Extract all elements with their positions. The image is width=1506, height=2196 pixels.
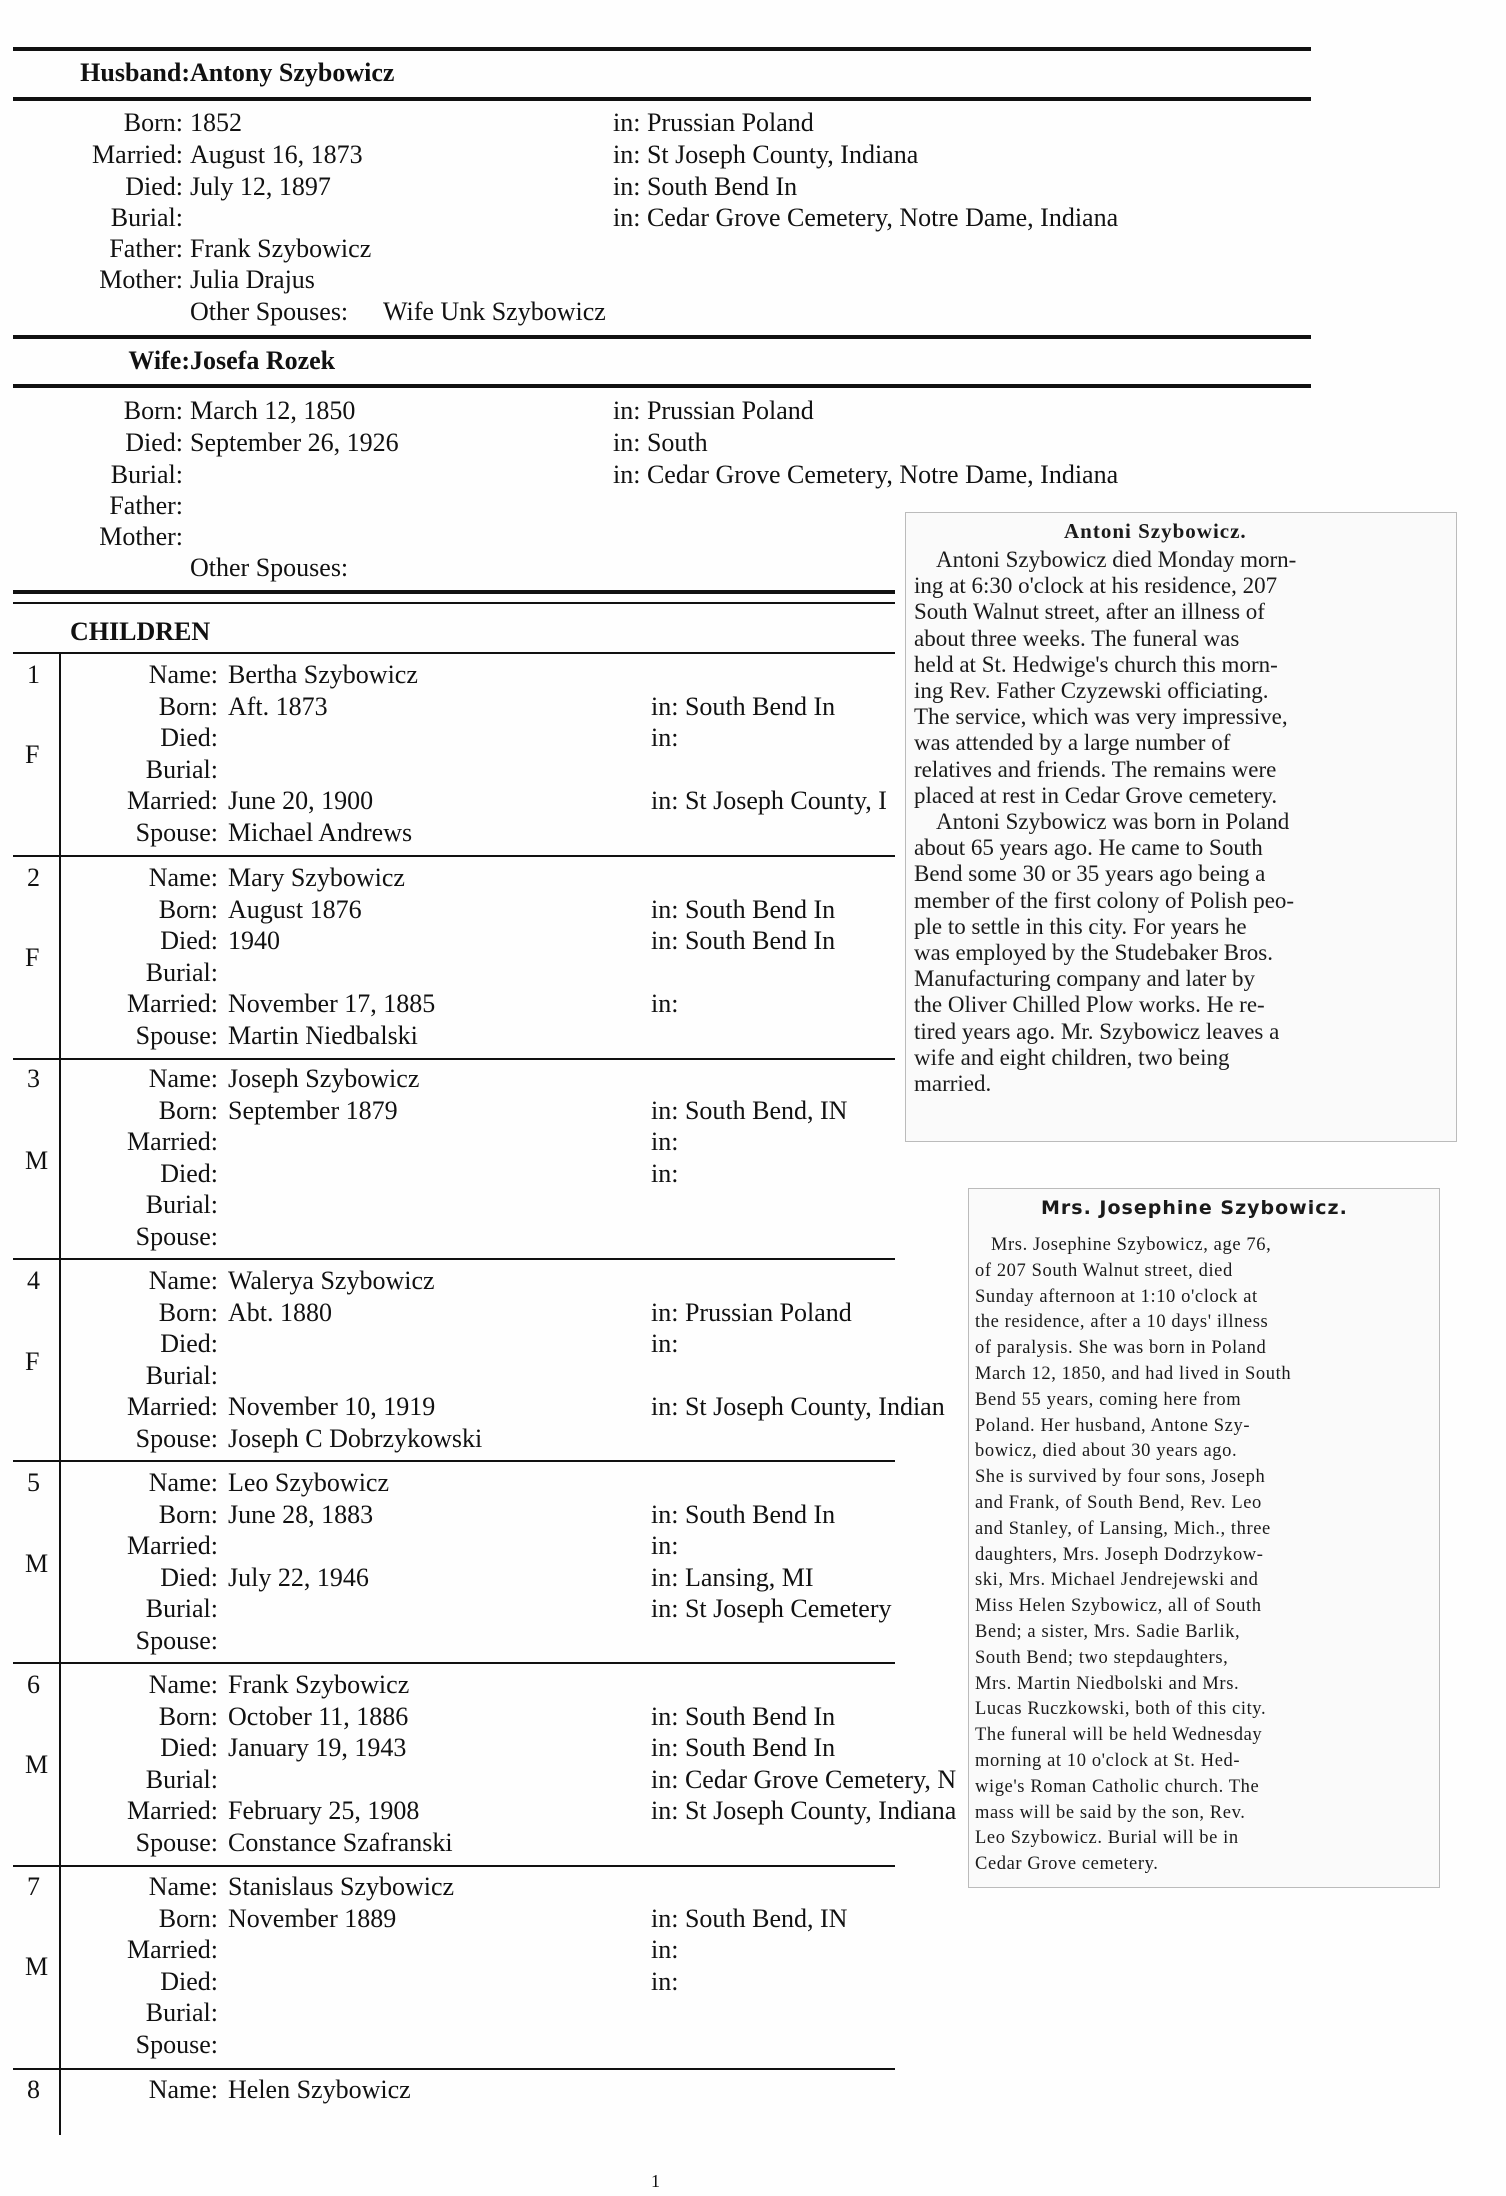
child-field-label: Born: [158, 1701, 218, 1731]
child-sex: F [25, 1347, 40, 1376]
child-field-label: Died: [160, 1733, 218, 1762]
clipping-line: placed at rest in Cedar Grove cemetery. [914, 782, 1278, 808]
clipping-line: Bend 55 years, coming here from [975, 1389, 1242, 1410]
child-field-value: Frank Szybowicz [228, 1670, 410, 1699]
wife-field-label: Mother: [99, 522, 183, 551]
child-field-label: Burial: [145, 957, 218, 987]
child-field-place: in: [651, 989, 679, 1018]
clipping-line: The service, which was very impressive, [914, 704, 1288, 730]
clipping-line: mass will be said by the son, Rev. [975, 1802, 1246, 1823]
child-field-label: Died: [160, 723, 218, 752]
child-field-place: in: [651, 1531, 679, 1560]
child-field-place: in: South Bend In [651, 1701, 836, 1731]
wife-other-spouses-label: Other Spouses: [190, 553, 349, 582]
child-field-value: February 25, 1908 [228, 1796, 420, 1825]
obituary-clipping-antoni [905, 512, 1457, 1142]
clipping-line: daughters, Mrs. Joseph Dodrzykow- [975, 1544, 1264, 1565]
child-field-label: Spouse: [135, 1221, 218, 1251]
clipping-line: ple to settle in this city. For years he [914, 913, 1247, 939]
child-field-label: Burial: [145, 1360, 218, 1390]
wife-label: Wife: [128, 346, 190, 375]
child-field-place: in: St Joseph County, I [651, 786, 887, 815]
husband-field-place: in: Cedar Grove Cemetery, Notre Dame, Indiana [613, 203, 1119, 232]
child-field-place: in: [651, 1935, 679, 1964]
child-field-value: Joseph Szybowicz [228, 1064, 420, 1093]
husband-field-value: Frank Szybowicz [190, 234, 372, 263]
child-field-value: Aft. 1873 [228, 691, 328, 721]
child-field-label: Name: [148, 1468, 218, 1497]
child-field-label: Died: [160, 1329, 218, 1358]
clipping-line: member of the first colony of Polish peo- [914, 887, 1295, 913]
section-rule [13, 384, 1311, 388]
husband-name: Antony Szybowicz [190, 58, 395, 87]
child-number: 7 [27, 1872, 40, 1901]
child-field-value: Joseph C Dobrzykowski [228, 1423, 483, 1453]
child-field-value: June 20, 1900 [228, 786, 374, 815]
clipping-line: ing Rev. Father Czyzewski officiating. [914, 678, 1269, 703]
row-divider [13, 1662, 895, 1664]
child-field-place: in: South Bend, IN [651, 1903, 848, 1933]
child-field-label: Born: [158, 894, 218, 924]
husband-field-label: Father: [109, 234, 183, 263]
child-field-place: in: [651, 1127, 679, 1156]
child-number: 1 [27, 660, 40, 689]
child-field-label: Married: [127, 1392, 218, 1421]
child-field-place: in: South Bend In [651, 1499, 836, 1529]
clipping-line: South Walnut street, after an illness of [914, 599, 1265, 625]
clipping-line: wife and eight children, two being [914, 1044, 1230, 1070]
wife-name: Josefa Rozek [190, 346, 336, 375]
child-field-label: Born: [158, 1095, 218, 1125]
child-field-value: November 10, 1919 [228, 1392, 436, 1421]
wife-field-value: September 26, 1926 [190, 428, 399, 457]
child-field-value: 1940 [228, 926, 280, 955]
child-field-value: September 1879 [228, 1095, 398, 1125]
child-sex: M [25, 1952, 49, 1981]
child-field-label: Burial: [145, 1764, 218, 1794]
clipping-line: Manufacturing company and later by [914, 966, 1256, 992]
clipping-line: Mrs. Josephine Szybowicz, age 76, [991, 1235, 1272, 1255]
husband-field-value: 1852 [190, 108, 242, 137]
child-field-label: Married: [127, 1796, 218, 1825]
clipping-line: was employed by the Studebaker Bros. [914, 940, 1273, 965]
row-divider [13, 855, 895, 857]
child-field-place: in: St Joseph Cemetery [651, 1594, 892, 1623]
child-field-label: Born: [158, 691, 218, 721]
child-field-value: October 11, 1886 [228, 1701, 409, 1731]
column-divider [59, 652, 61, 2135]
clipping-line: Antoni Szybowicz was born in Poland [936, 809, 1290, 834]
clipping-line: Miss Helen Szybowicz, all of South [975, 1596, 1262, 1617]
child-field-value: Bertha Szybowicz [228, 660, 418, 689]
husband-label: Husband: [80, 58, 190, 87]
child-field-value: Mary Szybowicz [228, 863, 405, 892]
clipping-line: bowicz, died about 30 years ago. [975, 1441, 1238, 1462]
section-rule [13, 47, 1311, 51]
section-rule [13, 590, 895, 594]
child-field-value: Abt. 1880 [228, 1297, 332, 1327]
row-divider [13, 1460, 895, 1462]
clipping-title: Antoni Szybowicz. [1064, 519, 1247, 543]
child-field-label: Spouse: [135, 1625, 218, 1655]
clipping-line: about three weeks. The funeral was [914, 625, 1240, 651]
child-field-place: in: South Bend In [651, 926, 836, 955]
child-field-label: Born: [158, 1499, 218, 1529]
clipping-line: South Bend; two stepdaughters, [975, 1647, 1229, 1668]
child-field-label: Born: [158, 1297, 218, 1327]
wife-field-label: Born: [123, 396, 183, 425]
clipping-line: March 12, 1850, and had lived in South [975, 1364, 1292, 1384]
child-field-label: Married: [127, 786, 218, 815]
child-field-label: Name: [148, 1670, 218, 1699]
page-number: 1 [651, 2171, 660, 2191]
clipping-line: was attended by a large number of [914, 730, 1231, 756]
clipping-line: morning at 10 o'clock at St. Hed- [975, 1751, 1241, 1771]
child-field-label: Married: [127, 1531, 218, 1560]
child-field-place: in: South Bend In [651, 894, 836, 924]
child-field-place: in: Prussian Poland [651, 1297, 852, 1327]
wife-field-label: Father: [109, 491, 183, 520]
clipping-line: Bend; a sister, Mrs. Sadie Barlik, [975, 1622, 1241, 1642]
child-field-place: in: [651, 1158, 679, 1188]
child-field-label: Burial: [145, 1998, 218, 2027]
row-divider [13, 1865, 895, 1867]
husband-field-value: August 16, 1873 [190, 140, 363, 169]
clipping-line: tired years ago. Mr. Szybowicz leaves a [914, 1018, 1280, 1044]
clipping-line: ski, Mrs. Michael Jendrejewski and [975, 1570, 1259, 1591]
child-field-label: Name: [148, 1872, 218, 1901]
child-field-label: Burial: [145, 1594, 218, 1623]
clipping-line: Lucas Ruczkowski, both of this city. [975, 1699, 1267, 1720]
child-field-value: Leo Szybowicz [228, 1468, 390, 1497]
child-field-value: July 22, 1946 [228, 1562, 369, 1592]
child-field-label: Name: [148, 660, 218, 689]
child-number: 6 [27, 1670, 40, 1699]
clipping-line: Bend some 30 or 35 years ago being a [914, 861, 1266, 887]
child-sex: F [25, 740, 40, 769]
wife-field-place: in: Cedar Grove Cemetery, Notre Dame, Indiana [613, 460, 1119, 489]
clipping-line: Cedar Grove cemetery. [975, 1854, 1159, 1875]
child-field-place: in: [651, 1329, 679, 1358]
child-field-value: Martin Niedbalski [228, 1020, 418, 1050]
husband-field-label: Born: [123, 108, 183, 137]
husband-field-label: Died: [125, 172, 183, 201]
clipping-line: of paralysis. She was born in Poland [975, 1338, 1267, 1359]
husband-field-value: July 12, 1897 [190, 172, 331, 201]
clipping-line: Mrs. Martin Niedbolski and Mrs. [975, 1673, 1240, 1694]
row-divider [13, 1058, 895, 1060]
clipping-line: ing at 6:30 o'clock at his residence, 207 [914, 573, 1278, 599]
child-field-place: in: Cedar Grove Cemetery, N [651, 1764, 957, 1794]
child-field-label: Died: [160, 1158, 218, 1188]
clipping-line: the Oliver Chilled Plow works. He re- [914, 992, 1265, 1018]
child-sex: M [25, 1750, 49, 1779]
child-field-label: Burial: [145, 1190, 218, 1219]
child-sex: F [25, 943, 40, 972]
child-number: 4 [27, 1266, 40, 1295]
clipping-line: of 207 South Walnut street, died [975, 1260, 1233, 1281]
child-field-label: Name: [148, 2075, 218, 2104]
children-header: CHILDREN [70, 617, 211, 646]
clipping-line: The funeral will be held Wednesday [975, 1725, 1263, 1746]
child-number: 3 [27, 1064, 40, 1093]
child-field-label: Spouse: [135, 1423, 218, 1453]
wife-field-label: Died: [125, 428, 183, 457]
husband-other-spouses-label: Other Spouses: [190, 297, 349, 326]
child-field-value: August 1876 [228, 894, 362, 924]
child-sex: M [25, 1549, 49, 1578]
clipping-line: and Stanley, of Lansing, Mich., three [975, 1518, 1271, 1539]
row-divider [13, 1258, 895, 1260]
obituary-clipping-josephine [968, 1188, 1440, 1888]
child-number: 5 [27, 1468, 40, 1497]
clipping-line: married. [914, 1071, 992, 1096]
child-field-label: Died: [160, 926, 218, 955]
clipping-line: wige's Roman Catholic church. The [975, 1776, 1260, 1797]
row-divider [13, 602, 895, 604]
row-divider [13, 2068, 895, 2070]
husband-field-label: Married: [92, 140, 183, 169]
child-field-place: in: South Bend In [651, 691, 836, 721]
clipping-line: Leo Szybowicz. Burial will be in [975, 1828, 1239, 1849]
child-field-place: in: Lansing, MI [651, 1562, 814, 1592]
child-field-place: in: St Joseph County, Indiana [651, 1796, 957, 1825]
child-field-label: Name: [148, 1064, 218, 1093]
child-field-label: Name: [148, 863, 218, 892]
child-number: 2 [27, 863, 40, 892]
child-field-label: Died: [160, 1562, 218, 1592]
child-field-label: Spouse: [135, 1020, 218, 1050]
clipping-line: She is survived by four sons, Joseph [975, 1467, 1266, 1488]
child-field-label: Name: [148, 1266, 218, 1295]
clipping-line: relatives and friends. The remains were [914, 756, 1277, 782]
husband-field-place: in: St Joseph County, Indiana [613, 140, 919, 169]
clipping-line: held at St. Hedwige's church this morn- [914, 651, 1278, 677]
child-field-label: Born: [158, 1903, 218, 1933]
child-field-value: January 19, 1943 [228, 1733, 407, 1762]
child-field-value: Walerya Szybowicz [228, 1266, 435, 1295]
clipping-line: Antoni Szybowicz died Monday morn- [936, 547, 1297, 572]
clipping-line: Poland. Her husband, Antone Szy- [975, 1415, 1251, 1436]
child-field-value: Helen Szybowicz [228, 2075, 411, 2104]
wife-field-label: Burial: [110, 460, 183, 489]
child-field-label: Burial: [145, 754, 218, 784]
child-field-value: November 17, 1885 [228, 989, 436, 1018]
child-field-value: Stanislaus Szybowicz [228, 1872, 455, 1901]
wife-field-place: in: South [613, 428, 708, 457]
child-sex: M [25, 1146, 49, 1175]
child-field-value: Constance Szafranski [228, 1827, 453, 1857]
husband-field-value: Julia Drajus [190, 265, 315, 294]
wife-field-place: in: Prussian Poland [613, 396, 814, 425]
child-field-label: Married: [127, 1935, 218, 1964]
clipping-line: the residence, after a 10 days' illness [975, 1312, 1269, 1333]
clipping-line: and Frank, of South Bend, Rev. Leo [975, 1493, 1262, 1513]
child-number: 8 [27, 2075, 40, 2104]
child-field-place: in: South Bend In [651, 1733, 836, 1762]
row-divider [13, 652, 895, 654]
husband-other-spouses: Wife Unk Szybowicz [383, 297, 606, 326]
child-field-place: in: [651, 723, 679, 752]
husband-field-place: in: Prussian Poland [613, 108, 814, 137]
husband-field-label: Mother: [99, 265, 183, 294]
child-field-label: Died: [160, 1966, 218, 1996]
child-field-label: Spouse: [135, 2029, 218, 2059]
child-field-place: in: [651, 1966, 679, 1996]
section-rule [13, 97, 1311, 101]
child-field-value: November 1889 [228, 1903, 397, 1933]
child-field-place: in: South Bend, IN [651, 1095, 848, 1125]
child-field-label: Spouse: [135, 1827, 218, 1857]
child-field-label: Married: [127, 989, 218, 1018]
section-rule [13, 335, 1311, 339]
clipping-line: about 65 years ago. He came to South [914, 835, 1263, 861]
child-field-place: in: St Joseph County, Indian [651, 1392, 945, 1421]
husband-field-place: in: South Bend In [613, 172, 798, 201]
child-field-label: Spouse: [135, 817, 218, 847]
child-field-value: June 28, 1883 [228, 1499, 374, 1529]
wife-field-value: March 12, 1850 [190, 396, 356, 425]
clipping-title: Mrs. Josephine Szybowicz. [1041, 1197, 1348, 1219]
child-field-label: Married: [127, 1127, 218, 1156]
child-field-value: Michael Andrews [228, 817, 413, 847]
husband-field-label: Burial: [110, 203, 183, 232]
clipping-line: Sunday afternoon at 1:10 o'clock at [975, 1286, 1258, 1307]
